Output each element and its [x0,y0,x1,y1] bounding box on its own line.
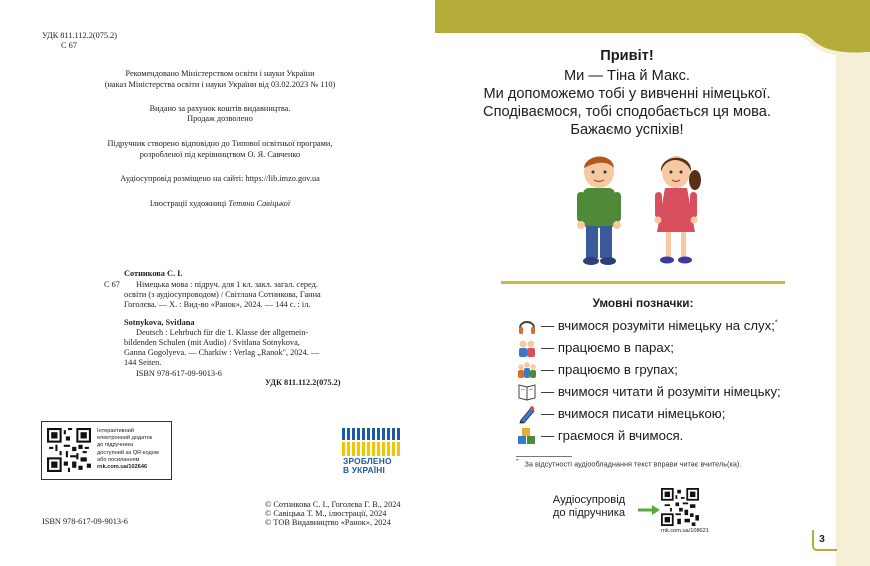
isbn: ISBN 978-617-09-9013-6 [42,517,128,526]
made-in-ukraine-logo [342,428,400,476]
girl-tina-illustration [651,150,705,268]
legend-item-pairs [517,338,807,359]
footnote [516,458,741,468]
legend-text-games: — граємося й вчимося. [541,428,684,443]
published-line-2: Продаж дозволено [187,114,253,123]
illustrations-line [60,199,380,209]
audio-qr-code-icon[interactable] [661,488,699,526]
udk-bottom: УДК 811.112.2(075.2) [265,378,341,387]
qr-text-line: доступний за QR-кодом [97,449,159,456]
biblio-line-1: Німецька мова : підруч. для 1 кл. закл. загал. серед. [136,280,318,289]
legend-text-listening [541,318,778,333]
code-top: С 67 [61,41,77,50]
biblio-line-2: освіти (з аудіосупроводом) / Світлана Сотникова, Ганна [124,290,321,299]
legend-item-games [517,426,807,447]
legend-text-groups: — працюємо в групах; [541,362,678,377]
greeting-line-2: Ми — Тіна й Макс. [564,68,690,84]
headphones-icon [517,316,537,336]
made-in-line-1: ЗРОБЛЕНО [343,456,392,466]
audio-support-label [547,494,631,520]
audio-url[interactable]: rnk.com.ua/108621 [661,528,709,534]
legend-text-reading: — вчимося читати й розуміти німецьку; [541,384,781,399]
recommended-line-1: Рекомендовано Міністерством освіти і науки України [125,69,315,78]
illustrations-prefix: Ілюстрації художниці [149,199,227,208]
legend-text-writing: — вчимося писати німецькою; [541,406,726,421]
biblio-de-line-4: 144 Seiten. [124,358,162,367]
biblio-author: Сотникова С. І. [124,269,183,278]
greeting-line-5: Бажаємо успіхів! [570,122,684,138]
made-in-ukraine-bars-icon [342,428,400,456]
qr-text-line: або посиланням [97,456,140,463]
biblio-isbn: ISBN 978-617-09-9013-6 [136,369,222,378]
qr-text-line: Інтерактивний [97,428,134,434]
qr-code-icon[interactable] [47,428,91,472]
made-in-line-2: В УКРАЇНІ [343,465,386,475]
greeting-line-3: Ми допоможемо тобі у вивченні німецької. [483,86,771,102]
copyright-line-3: © ТОВ Видавництво «Ранок», 2024 [265,518,391,527]
group-work-icon [517,360,537,380]
program-line-2: розробленої під керівництвом О. Я. Савченко [139,150,301,159]
page-number: 3 [819,533,825,545]
legend-item-reading [517,382,807,403]
audio-label-line-2: до підручника [552,507,626,519]
program-line-1: Підручник створено відповідно до Типової освітньої програми, [107,139,333,148]
legend-item-listening [517,316,807,337]
audio-label-line-1: Аудіосупровід [552,494,626,506]
audio-site-line: Аудіосупровід розміщено на сайті: https://lib.imzo.gov.ua [120,174,320,183]
corner-swoosh [765,0,870,60]
udk-top: УДК 811.112.2(075.2) [42,31,118,40]
qr-link[interactable]: rnk.com.ua/102646 [97,464,148,471]
open-book-icon [517,382,537,402]
biblio-de-line-1: Deutsch : Lehrbuch für die 1. Klasse der allgemein- [136,328,309,337]
greeting-line-4: Сподіваємося, тобі сподобається ця мова. [483,104,771,120]
footnote-mark: * [516,458,519,465]
qr-description [97,428,159,471]
biblio-author-de: Sotnykova, Svitlana [124,318,195,327]
interactive-app-qr-box[interactable] [41,421,172,480]
illustrator-name: Тетяни Савіцької [228,199,291,208]
footnote-text: За відсутності аудіообладнання текст вправи читає вчитель(ка). [524,459,742,469]
legend-item-writing [517,404,807,425]
recommended-line-2: (наказ Міністерства освіти і науки України від 03.02.2023 № 110) [104,80,336,89]
qr-text-line: до підручника [97,442,134,449]
made-in-ukraine-text [343,457,392,475]
biblio-de-line-2: bildenden Schulen (mit Audio) / Svitlana Sotnykova, [124,338,300,347]
page-side-band [836,0,870,566]
biblio-de-line-3: Ganna Gogolyeva. — Charkiw : Verlag „Ranok", 2024. — [124,348,320,357]
biblio-line-3: Гоголєва. — Х. : Вид-во «Ранок», 2024. — 144 с. : іл. [124,300,311,309]
copyright-line-2: © Савіцька Т. М., ілюстрації, 2024 [265,509,387,518]
qr-text-line: електронний додаток [97,435,153,442]
arrow-right-icon [638,505,660,515]
greeting-hello: Привіт! [600,48,654,64]
boy-max-illustration [573,150,625,268]
page-number-badge [811,528,837,552]
copyright-line-1: © Сотникова С. І., Гоголєва Г. В., 2024 [265,500,401,509]
right-page [435,0,870,566]
pair-work-icon [517,338,537,358]
legend-item-groups [517,360,807,381]
biblio-code: С 67 [104,280,120,289]
footnote-mark: * [774,319,778,327]
legend-divider [501,281,785,284]
published-line-1: Видано за рахунок коштів видавництва. [149,104,291,113]
legend-label: — вчимося розуміти німецьку на слух; [541,318,775,333]
legend-title: Умовні позначки: [592,296,694,310]
blocks-icon [517,426,537,446]
pencil-icon [517,404,537,424]
footnote-divider [516,456,572,457]
legend-text-pairs: — працюємо в парах; [541,340,674,355]
